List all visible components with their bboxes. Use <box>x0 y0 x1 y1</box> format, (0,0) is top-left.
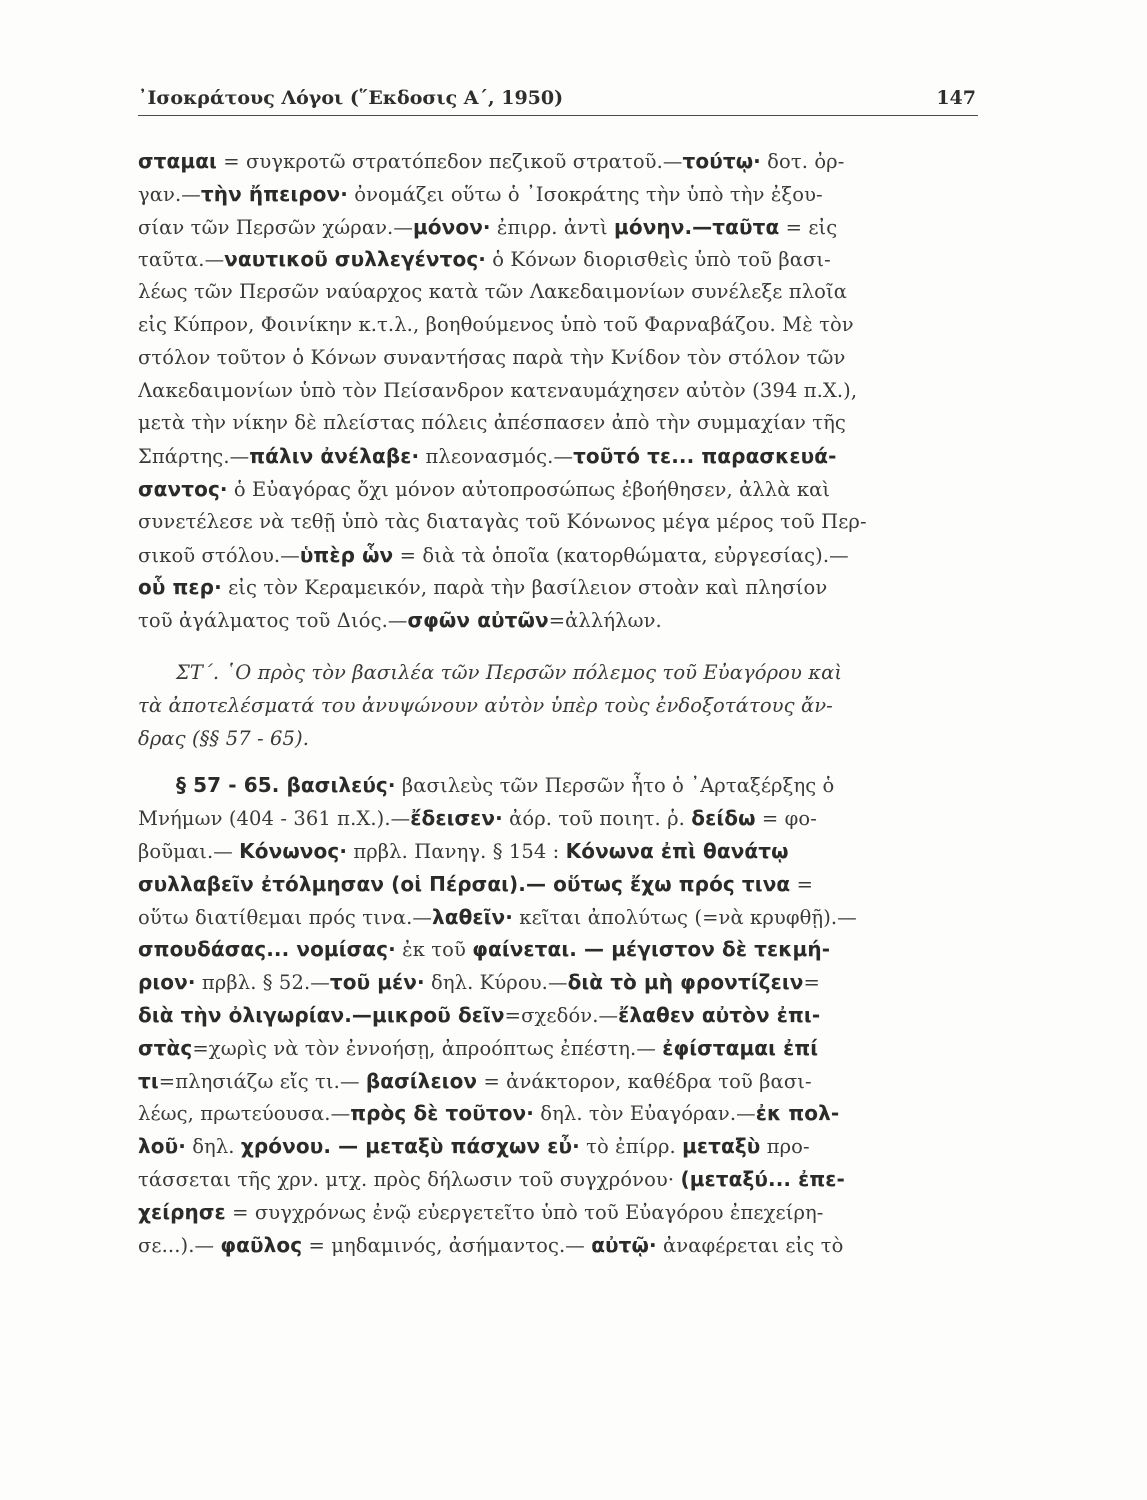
gloss-text: = φο- <box>755 807 817 831</box>
text-line <box>138 178 978 211</box>
gloss-text: δηλ. Κύρου.— <box>424 971 568 995</box>
gloss-text: σε...).— <box>138 1233 221 1257</box>
lemma-term: λαθεῖν· <box>432 904 513 929</box>
lemma-term: σταμαι <box>138 149 217 173</box>
running-header <box>138 85 978 116</box>
lemma-term: πάλιν ἀνέλαβε· <box>249 444 420 469</box>
text-line <box>138 243 978 276</box>
text-line <box>138 211 978 244</box>
heading-line: τὰ ἀποτελέσματά του ἀνυψώνουν αὐτὸν ὑπὲρ τοὺς ἐνδοξοτάτους ἄν- <box>138 693 833 717</box>
gloss-text: πρβλ. Πανηγ. § 154 : <box>347 839 566 863</box>
gloss-text: =ἀλλήλων. <box>548 609 662 633</box>
lemma-term: § 57 - 65. βασιλεύς· <box>176 773 396 798</box>
gloss-text: ὀνομάζει οὕτω ὁ ᾿Ισοκράτης τὴν ὑπὸ τὴν ἐξου- <box>347 182 823 206</box>
gloss-text: = εἰς <box>779 215 838 239</box>
lemma-term: σπουδάσας... νομίσας· <box>138 937 396 962</box>
lemma-term: μικροῦ δεῖν <box>372 1002 505 1027</box>
gloss-text: = διὰ τὰ ὁποῖα (κατορθώματα, εὐργεσίας).— <box>393 543 849 567</box>
lemma-term: μόνην.—ταῦτα <box>614 214 780 239</box>
gloss-text: ταῦτα.— <box>138 248 225 272</box>
gloss-text: ἐπιρρ. ἀντὶ <box>490 215 615 239</box>
gloss-text: = συγχρόνως ἐνῷ εὐεργετεῖτο ὑπὸ τοῦ Εὐαγόρου ἐπεχείρη- <box>225 1200 824 1224</box>
lemma-term: συλλαβεῖν ἐτόλμησαν (οἱ Πέρσαι).— οὕτως ἔχω πρός τινα <box>138 871 791 896</box>
gloss-text: βοῦμαι.— <box>138 839 240 863</box>
gloss-text: = ἀνάκτορον, καθέδρα τοῦ βασι- <box>477 1069 812 1093</box>
text-line <box>138 999 978 1032</box>
gloss-text: βασιλεὺς τῶν Περσῶν ἦτο ὁ ᾿Αρταξέρξης ὁ <box>395 774 835 798</box>
text-line <box>138 276 978 309</box>
gloss-text: τοῦ ἀγάλματος τοῦ Διός.— <box>138 609 408 633</box>
text-line <box>138 933 978 966</box>
lemma-term: διὰ τὴν ὀλιγωρίαν.— <box>138 1002 372 1027</box>
commentary-paragraph-2 <box>138 769 978 1261</box>
lemma-term: σαντος· <box>138 476 228 501</box>
lemma-term: ναυτικοῦ συλλεγέντος· <box>224 247 486 272</box>
text-line <box>138 506 978 539</box>
text-line <box>138 1032 978 1065</box>
lemma-term: Κόνωνα ἐπὶ θανάτῳ <box>565 838 789 863</box>
text-line <box>138 571 978 604</box>
section-heading <box>138 657 978 755</box>
text-line <box>138 309 978 342</box>
gloss-text: =χωρὶς νὰ τὸν ἐννοήσῃ, ἀπροόπτως ἐπέστη.— <box>192 1036 663 1060</box>
lemma-term: μόνον· <box>412 214 491 239</box>
gloss-text: συνετέλεσε νὰ τεθῇ ὑπὸ τὰς διαταγὰς τοῦ Κόνωνος μέγα μέρος τοῦ Περ- <box>138 509 867 533</box>
lemma-term: Κόνωνος· <box>239 838 348 863</box>
lemma-term: φαίνεται. — μέγιστον δὲ τεκμή- <box>472 937 831 962</box>
gloss-text: εἰς Κύπρον, Φοινίκην κ.τ.λ., βοηθούμενος ὑπὸ τοῦ Φαρναβάζου. Μὲ τὸν <box>138 312 854 336</box>
text-line <box>138 407 978 440</box>
lemma-term: χείρησε <box>138 1199 226 1224</box>
lemma-term: μεταξὺ <box>682 1134 761 1159</box>
gloss-text: = μηδαμινός, ἀσήμαντος.— <box>302 1233 592 1257</box>
lemma-term: τοῦ μέν· <box>329 970 425 995</box>
gloss-text: μετὰ τὴν νίκην δὲ πλείστας πόλεις ἀπέσπασεν ἀπὸ τὴν συμμαχίαν τῆς <box>138 411 846 435</box>
lemma-term: οὗ περ· <box>138 575 222 600</box>
heading-line: δρας (§§ 57 - 65). <box>138 726 310 750</box>
heading-line: ΣΤ΄. ῾Ο πρὸς τὸν βασιλέα τῶν Περσῶν πόλεμος τοῦ Εὐαγόρου καὶ <box>176 660 843 684</box>
gloss-text: Λακεδαιμονίων ὑπὸ τὸν Πείσανδρον κατεναυμάχησεν αὐτὸν (394 π.Χ.), <box>138 378 858 402</box>
lemma-term: πρὸς δὲ τοῦτον· <box>350 1101 534 1126</box>
page-number: 147 <box>936 87 976 109</box>
text-line <box>138 145 978 178</box>
gloss-text: ὁ Εὐαγόρας ὄχι μόνον αὐτοπροσώπως ἐβοήθησεν, ἀλλὰ καὶ <box>227 477 831 501</box>
gloss-text: δηλ. <box>185 1135 241 1159</box>
lemma-term: ἐφίσταμαι ἐπί <box>662 1035 819 1060</box>
text-line <box>138 1097 978 1130</box>
text-line <box>138 440 978 473</box>
lemma-term: βασίλειον <box>365 1068 478 1093</box>
text-line <box>138 1196 978 1229</box>
gloss-text: τάσσεται τῆς χρν. μτχ. πρὸς δήλωσιν τοῦ συγχρόνου· <box>138 1167 681 1191</box>
gloss-text: ἀόρ. τοῦ ποιητ. ῥ. <box>502 807 692 831</box>
gloss-text: λέως, πρωτεύουσα.— <box>138 1102 351 1126</box>
gloss-text: ἐκ τοῦ <box>395 938 473 962</box>
text-line <box>138 802 978 835</box>
text-line <box>138 473 978 506</box>
text-line <box>138 604 978 637</box>
lemma-term: ἐκ πολ- <box>755 1101 840 1126</box>
gloss-text: δοτ. ὀρ- <box>760 150 845 173</box>
lemma-term: τι <box>138 1068 159 1093</box>
lemma-term: χρόνου. — μεταξὺ πάσχων εὖ· <box>240 1134 580 1159</box>
gloss-text: γαν.— <box>138 182 201 206</box>
gloss-text: κεῖται ἀπολύτως (=νὰ κρυφθῇ).— <box>512 905 857 929</box>
text-line <box>138 1065 978 1098</box>
gloss-text: τὸ ἐπίρρ. <box>579 1135 683 1159</box>
gloss-text: σίαν τῶν Περσῶν χώραν.— <box>138 215 413 239</box>
page-body <box>138 145 978 1261</box>
gloss-text: πρβλ. § 52.— <box>195 971 330 995</box>
running-title: ᾿Ισοκράτους Λόγοι (῞Εκδοσις Α΄, 1950) <box>138 87 564 109</box>
gloss-text: λέως τῶν Περσῶν ναύαρχος κατὰ τῶν Λακεδαιμονίων συνέλεξε πλοῖα <box>138 280 848 304</box>
gloss-text: δηλ. τὸν Εὐαγόραν.— <box>533 1102 756 1126</box>
gloss-text: = <box>803 971 820 995</box>
text-line <box>138 1229 978 1262</box>
text-line <box>138 1163 978 1196</box>
lemma-term: (μεταξύ... ἐπε- <box>680 1166 845 1191</box>
lemma-term: στὰς <box>138 1035 193 1060</box>
text-line <box>138 769 978 802</box>
lemma-term: δείδω <box>691 806 756 831</box>
gloss-text: προ- <box>760 1135 810 1159</box>
commentary-paragraph-1 <box>138 145 978 637</box>
gloss-text: Μνήμων (404 - 361 π.Χ.).— <box>138 807 411 831</box>
lemma-term: τὴν ἤπειρον· <box>200 181 348 206</box>
gloss-text: σικοῦ στόλου.— <box>138 543 300 567</box>
lemma-term: ἔλαθεν αὐτὸν ἐπι- <box>618 1002 821 1027</box>
lemma-term: τούτῳ· <box>682 149 761 173</box>
text-line <box>138 1130 978 1163</box>
text-line <box>138 966 978 999</box>
lemma-term: ὑπὲρ ὧν <box>299 542 394 567</box>
gloss-text: Σπάρτης.— <box>138 445 250 469</box>
lemma-term: σφῶν αὐτῶν <box>407 608 549 633</box>
lemma-term: διὰ τὸ μὴ φροντίζειν <box>567 970 804 995</box>
text-line <box>138 901 978 934</box>
text-line <box>138 868 978 901</box>
lemma-term: φαῦλος <box>220 1232 303 1257</box>
gloss-text: =πλησιάζω εἴς τι.— <box>158 1069 366 1093</box>
text-line <box>138 375 978 408</box>
lemma-term: τοῦτό τε... παρασκευά- <box>573 444 837 469</box>
gloss-text: πλεονασμός.— <box>419 445 574 469</box>
lemma-term: λοῦ· <box>138 1134 186 1159</box>
gloss-text: ὁ Κόνων διορισθεὶς ὑπὸ τοῦ βασι- <box>485 248 831 272</box>
lemma-term: αὐτῷ· <box>591 1232 657 1257</box>
text-line <box>138 539 978 572</box>
gloss-text: οὕτω διατίθεμαι πρός τινα.— <box>138 905 432 929</box>
gloss-text: = συγκροτῶ στρατόπεδον πεζικοῦ στρατοῦ.— <box>216 150 683 173</box>
gloss-text: =σχεδόν.— <box>504 1003 619 1027</box>
gloss-text: εἰς τὸν Κεραμεικόν, παρὰ τὴν βασίλειον στοὰν καὶ πλησίον <box>221 576 828 600</box>
gloss-text: = <box>790 872 814 896</box>
gloss-text: στόλον τοῦτον ὁ Κόνων συναντήσας παρὰ τὴν Κνίδον τὸν στόλον τῶν <box>138 345 846 369</box>
lemma-term: ἔδεισεν· <box>410 806 503 831</box>
gloss-text: ἀναφέρεται εἰς τὸ <box>656 1233 844 1257</box>
text-line <box>138 342 978 375</box>
text-line <box>138 835 978 868</box>
lemma-term: ριον· <box>138 970 196 995</box>
